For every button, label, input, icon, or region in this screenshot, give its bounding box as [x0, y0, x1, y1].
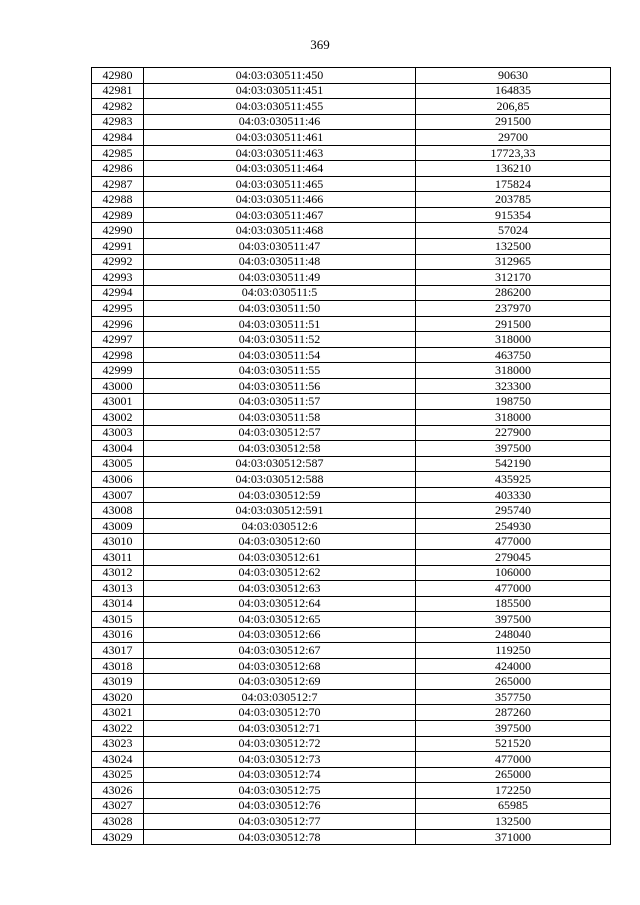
value-cell: 397500 — [416, 720, 611, 736]
cadastral-number-cell: 04:03:030511:466 — [144, 192, 416, 208]
table-row — [92, 581, 611, 597]
cadastral-number-cell: 04:03:030512:63 — [144, 581, 416, 597]
value-cell: 291500 — [416, 114, 611, 130]
value-cell: 403330 — [416, 487, 611, 503]
row-number-cell: 42996 — [92, 316, 144, 332]
row-number-cell: 43020 — [92, 689, 144, 705]
value-cell: 198750 — [416, 394, 611, 410]
row-number-cell: 43027 — [92, 798, 144, 814]
cadastral-number-cell: 04:03:030511:49 — [144, 270, 416, 286]
value-cell: 915354 — [416, 207, 611, 223]
value-cell: 397500 — [416, 441, 611, 457]
table-body — [92, 68, 611, 845]
table-row — [92, 99, 611, 115]
cadastral-number-cell: 04:03:030512:70 — [144, 705, 416, 721]
row-number-cell: 43007 — [92, 487, 144, 503]
cadastral-number-cell: 04:03:030511:464 — [144, 161, 416, 177]
cadastral-number-cell: 04:03:030511:467 — [144, 207, 416, 223]
value-cell: 318000 — [416, 332, 611, 348]
cadastral-number-cell: 04:03:030511:461 — [144, 130, 416, 146]
row-number-cell: 43013 — [92, 581, 144, 597]
table-row — [92, 674, 611, 690]
cadastral-number-cell: 04:03:030511:52 — [144, 332, 416, 348]
row-number-cell: 43025 — [92, 767, 144, 783]
table-row — [92, 534, 611, 550]
table-row — [92, 767, 611, 783]
row-number-cell: 42987 — [92, 176, 144, 192]
row-number-cell: 43004 — [92, 441, 144, 457]
table-row — [92, 363, 611, 379]
row-number-cell: 42992 — [92, 254, 144, 270]
cadastral-number-cell: 04:03:030512:75 — [144, 783, 416, 799]
row-number-cell: 42985 — [92, 145, 144, 161]
cadastral-number-cell: 04:03:030511:46 — [144, 114, 416, 130]
table-row — [92, 798, 611, 814]
row-number-cell: 42998 — [92, 347, 144, 363]
value-cell: 542190 — [416, 456, 611, 472]
row-number-cell: 42999 — [92, 363, 144, 379]
cadastral-number-cell: 04:03:030512:591 — [144, 503, 416, 519]
cadastral-number-cell: 04:03:030512:68 — [144, 658, 416, 674]
row-number-cell: 42986 — [92, 161, 144, 177]
value-cell: 29700 — [416, 130, 611, 146]
cadastral-number-cell: 04:03:030512:61 — [144, 549, 416, 565]
value-cell: 291500 — [416, 316, 611, 332]
value-cell: 265000 — [416, 674, 611, 690]
table-row — [92, 720, 611, 736]
value-cell: 279045 — [416, 549, 611, 565]
value-cell: 521520 — [416, 736, 611, 752]
row-number-cell: 43012 — [92, 565, 144, 581]
value-cell: 203785 — [416, 192, 611, 208]
value-cell: 357750 — [416, 689, 611, 705]
value-cell: 172250 — [416, 783, 611, 799]
cadastral-number-cell: 04:03:030512:57 — [144, 425, 416, 441]
cadastral-number-cell: 04:03:030511:450 — [144, 68, 416, 84]
cadastral-number-cell: 04:03:030512:72 — [144, 736, 416, 752]
row-number-cell: 43022 — [92, 720, 144, 736]
cadastral-number-cell: 04:03:030511:463 — [144, 145, 416, 161]
value-cell: 106000 — [416, 565, 611, 581]
value-cell: 477000 — [416, 752, 611, 768]
row-number-cell: 43017 — [92, 643, 144, 659]
row-number-cell: 42994 — [92, 285, 144, 301]
row-number-cell: 42995 — [92, 301, 144, 317]
table-row — [92, 410, 611, 426]
cadastral-number-cell: 04:03:030512:587 — [144, 456, 416, 472]
cadastral-number-cell: 04:03:030512:78 — [144, 829, 416, 845]
table-row — [92, 239, 611, 255]
cadastral-number-cell: 04:03:030512:74 — [144, 767, 416, 783]
value-cell: 424000 — [416, 658, 611, 674]
table-row — [92, 472, 611, 488]
table-row — [92, 270, 611, 286]
value-cell: 286200 — [416, 285, 611, 301]
cadastral-number-cell: 04:03:030511:55 — [144, 363, 416, 379]
cadastral-number-cell: 04:03:030512:76 — [144, 798, 416, 814]
row-number-cell: 43015 — [92, 612, 144, 628]
row-number-cell: 43018 — [92, 658, 144, 674]
value-cell: 295740 — [416, 503, 611, 519]
cadastral-number-cell: 04:03:030511:58 — [144, 410, 416, 426]
row-number-cell: 43002 — [92, 410, 144, 426]
table-row — [92, 145, 611, 161]
table-row — [92, 254, 611, 270]
cadastral-number-cell: 04:03:030512:69 — [144, 674, 416, 690]
table-row — [92, 301, 611, 317]
table-row — [92, 347, 611, 363]
cadastral-number-cell: 04:03:030512:64 — [144, 596, 416, 612]
value-cell: 435925 — [416, 472, 611, 488]
value-cell: 227900 — [416, 425, 611, 441]
table-row — [92, 161, 611, 177]
cadastral-number-cell: 04:03:030512:66 — [144, 627, 416, 643]
table-row — [92, 783, 611, 799]
value-cell: 132500 — [416, 814, 611, 830]
table-row — [92, 83, 611, 99]
table-row — [92, 207, 611, 223]
cadastral-number-cell: 04:03:030511:5 — [144, 285, 416, 301]
value-cell: 397500 — [416, 612, 611, 628]
row-number-cell: 43003 — [92, 425, 144, 441]
cadastral-number-cell: 04:03:030512:67 — [144, 643, 416, 659]
row-number-cell: 43006 — [92, 472, 144, 488]
cadastral-number-cell: 04:03:030512:6 — [144, 518, 416, 534]
table-row — [92, 752, 611, 768]
value-cell: 175824 — [416, 176, 611, 192]
table-row — [92, 487, 611, 503]
value-cell: 206,85 — [416, 99, 611, 115]
table-row — [92, 332, 611, 348]
row-number-cell: 42990 — [92, 223, 144, 239]
value-cell: 185500 — [416, 596, 611, 612]
table-row — [92, 612, 611, 628]
table-row — [92, 130, 611, 146]
row-number-cell: 43021 — [92, 705, 144, 721]
table-row — [92, 192, 611, 208]
row-number-cell: 42982 — [92, 99, 144, 115]
table-row — [92, 441, 611, 457]
table-row — [92, 378, 611, 394]
cadastral-number-cell: 04:03:030512:71 — [144, 720, 416, 736]
table-row — [92, 549, 611, 565]
value-cell: 119250 — [416, 643, 611, 659]
cadastral-number-cell: 04:03:030511:48 — [144, 254, 416, 270]
row-number-cell: 43000 — [92, 378, 144, 394]
table-row — [92, 814, 611, 830]
value-cell: 318000 — [416, 410, 611, 426]
table-row — [92, 627, 611, 643]
row-number-cell: 42991 — [92, 239, 144, 255]
table-row — [92, 518, 611, 534]
cadastral-number-cell: 04:03:030511:51 — [144, 316, 416, 332]
row-number-cell: 43009 — [92, 518, 144, 534]
table-row — [92, 829, 611, 845]
value-cell: 477000 — [416, 534, 611, 550]
cadastral-number-cell: 04:03:030512:59 — [144, 487, 416, 503]
value-cell: 17723,33 — [416, 145, 611, 161]
cadastral-number-cell: 04:03:030511:451 — [144, 83, 416, 99]
row-number-cell: 42984 — [92, 130, 144, 146]
page-number: 369 — [310, 37, 330, 52]
row-number-cell: 42988 — [92, 192, 144, 208]
row-number-cell: 43010 — [92, 534, 144, 550]
row-number-cell: 43029 — [92, 829, 144, 845]
table-row — [92, 596, 611, 612]
row-number-cell: 43008 — [92, 503, 144, 519]
row-number-cell: 43001 — [92, 394, 144, 410]
row-number-cell: 42997 — [92, 332, 144, 348]
value-cell: 164835 — [416, 83, 611, 99]
value-cell: 312965 — [416, 254, 611, 270]
table-row — [92, 643, 611, 659]
row-number-cell: 42980 — [92, 68, 144, 84]
value-cell: 136210 — [416, 161, 611, 177]
value-cell: 90630 — [416, 68, 611, 84]
row-number-cell: 42983 — [92, 114, 144, 130]
cadastral-number-cell: 04:03:030512:58 — [144, 441, 416, 457]
cadastral-number-cell: 04:03:030511:47 — [144, 239, 416, 255]
table-row — [92, 736, 611, 752]
row-number-cell: 43023 — [92, 736, 144, 752]
cadastral-number-cell: 04:03:030512:65 — [144, 612, 416, 628]
value-cell: 463750 — [416, 347, 611, 363]
table-row — [92, 456, 611, 472]
value-cell: 248040 — [416, 627, 611, 643]
table-row — [92, 114, 611, 130]
table-row — [92, 316, 611, 332]
value-cell: 318000 — [416, 363, 611, 379]
value-cell: 287260 — [416, 705, 611, 721]
data-table — [91, 67, 611, 845]
table-row — [92, 285, 611, 301]
table-row — [92, 705, 611, 721]
value-cell: 65985 — [416, 798, 611, 814]
value-cell: 312170 — [416, 270, 611, 286]
cadastral-number-cell: 04:03:030512:7 — [144, 689, 416, 705]
row-number-cell: 42981 — [92, 83, 144, 99]
cadastral-number-cell: 04:03:030512:60 — [144, 534, 416, 550]
cadastral-number-cell: 04:03:030511:56 — [144, 378, 416, 394]
row-number-cell: 42993 — [92, 270, 144, 286]
row-number-cell: 43026 — [92, 783, 144, 799]
table-row — [92, 565, 611, 581]
value-cell: 132500 — [416, 239, 611, 255]
row-number-cell: 43005 — [92, 456, 144, 472]
cadastral-number-cell: 04:03:030511:465 — [144, 176, 416, 192]
value-cell: 237970 — [416, 301, 611, 317]
cadastral-number-cell: 04:03:030511:57 — [144, 394, 416, 410]
value-cell: 323300 — [416, 378, 611, 394]
table-row — [92, 689, 611, 705]
row-number-cell: 43016 — [92, 627, 144, 643]
table-row — [92, 425, 611, 441]
value-cell: 265000 — [416, 767, 611, 783]
value-cell: 371000 — [416, 829, 611, 845]
cadastral-number-cell: 04:03:030511:54 — [144, 347, 416, 363]
value-cell: 254930 — [416, 518, 611, 534]
row-number-cell: 43014 — [92, 596, 144, 612]
table-row — [92, 68, 611, 84]
table-row — [92, 658, 611, 674]
row-number-cell: 42989 — [92, 207, 144, 223]
cadastral-number-cell: 04:03:030512:77 — [144, 814, 416, 830]
value-cell: 57024 — [416, 223, 611, 239]
table-row — [92, 503, 611, 519]
cadastral-number-cell: 04:03:030512:62 — [144, 565, 416, 581]
row-number-cell: 43028 — [92, 814, 144, 830]
row-number-cell: 43019 — [92, 674, 144, 690]
table-row — [92, 176, 611, 192]
table-row — [92, 223, 611, 239]
cadastral-number-cell: 04:03:030511:50 — [144, 301, 416, 317]
cadastral-number-cell: 04:03:030512:73 — [144, 752, 416, 768]
cadastral-number-cell: 04:03:030511:468 — [144, 223, 416, 239]
row-number-cell: 43024 — [92, 752, 144, 768]
table-row — [92, 394, 611, 410]
cadastral-number-cell: 04:03:030511:455 — [144, 99, 416, 115]
row-number-cell: 43011 — [92, 549, 144, 565]
value-cell: 477000 — [416, 581, 611, 597]
cadastral-number-cell: 04:03:030512:588 — [144, 472, 416, 488]
